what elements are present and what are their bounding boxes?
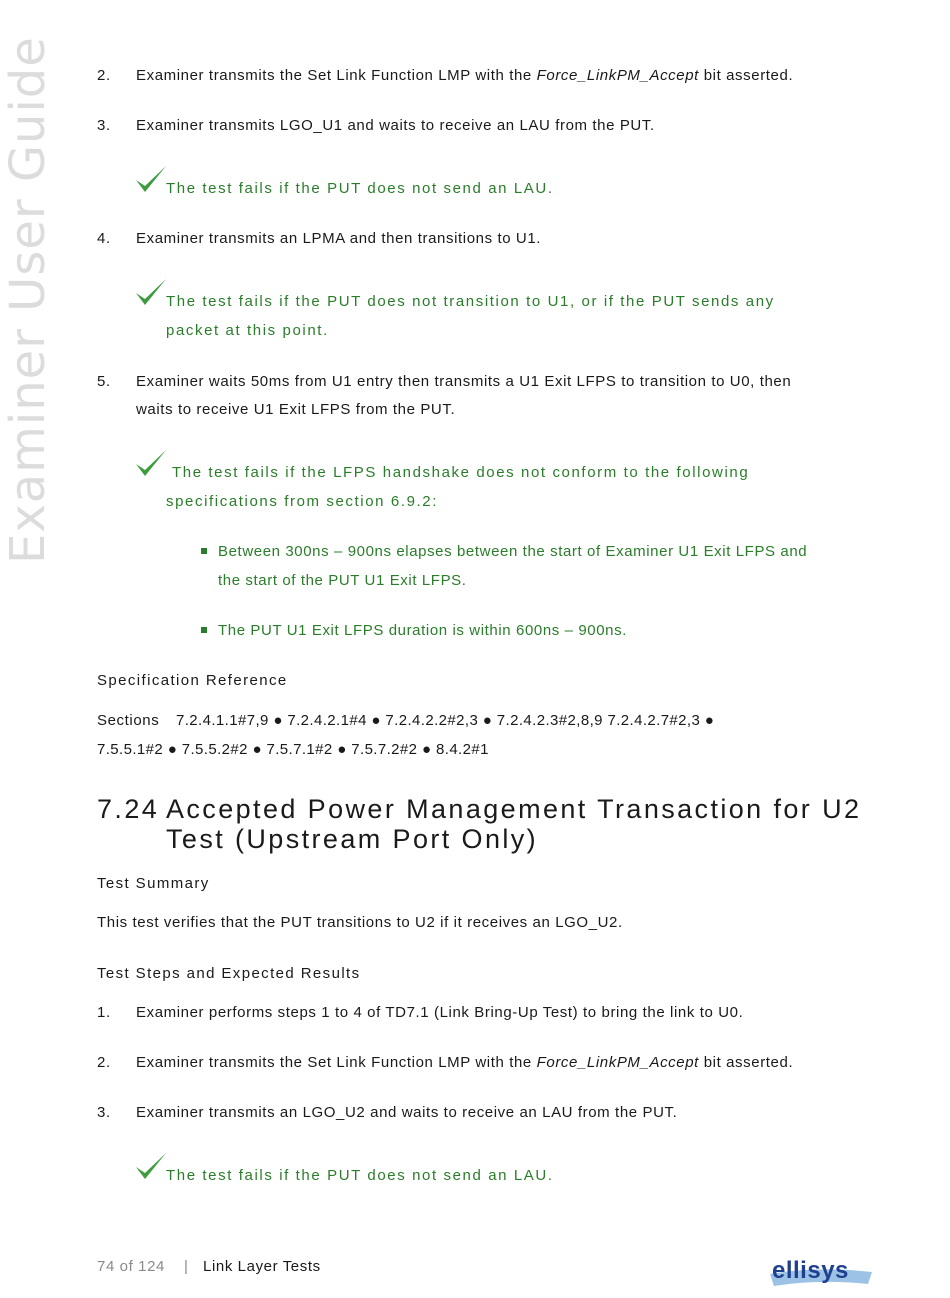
spec-reference-label: Specification Reference [97,672,288,689]
step-text-cont: waits to receive U1 Exit LFPS from the PUT. [136,401,456,418]
test-fail-note: The test fails if the LFPS handshake does not conform to the following [172,464,750,481]
checkmark-icon [134,448,168,480]
step-number: 5. [97,373,111,390]
step-number: 1. [97,1004,111,1021]
step-number: 2. [97,1054,111,1071]
step-text: Examiner transmits LGO_U1 and waits to receive an LAU from the PUT. [136,117,655,134]
step-number: 3. [97,1104,111,1121]
bullet-icon [201,627,207,633]
spec-sections-prefix: Sections [97,712,160,729]
step-number: 4. [97,230,111,247]
test-fail-note: The test fails if the PUT does not transition to U1, or if the PUT sends any [166,293,775,310]
section-title: Accepted Power Management Transaction for U2 [166,794,862,824]
test-fail-note-cont: specifications from section 6.9.2: [166,493,439,510]
step-text: Examiner performs steps 1 to 4 of TD7.1 (Link Bring-Up Test) to bring the link to U0. [136,1004,744,1021]
test-summary-label: Test Summary [97,875,210,892]
section-number: 7.24 [97,794,160,824]
footer-separator: | [184,1258,189,1275]
section-title-cont: Test (Upstream Port Only) [166,824,539,854]
sidebar-title: Examiner User Guide [0,36,56,564]
step-text: Examiner transmits an LPMA and then transitions to U1. [136,230,542,247]
logo-text: ellisys [772,1257,849,1284]
test-steps-label: Test Steps and Expected Results [97,965,361,982]
bullet-icon [201,548,207,554]
step-text: Examiner transmits the Set Link Function LMP with the Force_LinkPM_Accept bit asserted. [136,1054,794,1071]
test-fail-note: The test fails if the PUT does not send an LAU. [166,1167,554,1184]
bullet-text-cont: the start of the PUT U1 Exit LFPS. [218,572,467,589]
checkmark-icon [134,277,168,309]
spec-sections-line: 7.2.4.1.1#7,9 ● 7.2.4.2.1#4 ● 7.2.4.2.2#2,3 ● 7.2.4.2.3#2,8,9 7.2.4.2.7#2,3 ● [176,712,715,729]
step-number: 2. [97,67,111,84]
spec-sections-line: 7.5.5.1#2 ● 7.5.5.2#2 ● 7.5.7.1#2 ● 7.5.7.2#2 ● 8.4.2#1 [97,741,489,758]
test-summary-text: This test verifies that the PUT transitions to U2 if it receives an LGO_U2. [97,914,623,931]
step-text: Examiner transmits the Set Link Function LMP with the Force_LinkPM_Accept bit asserted. [136,67,794,84]
page-number: 74 of 124 [97,1258,165,1275]
ellisys-logo [768,1252,874,1288]
step-text: Examiner waits 50ms from U1 entry then transmits a U1 Exit LFPS to transition to U0, then [136,373,792,390]
test-fail-note-cont: packet at this point. [166,322,329,339]
step-number: 3. [97,117,111,134]
bullet-text: Between 300ns – 900ns elapses between the start of Examiner U1 Exit LFPS and [218,543,808,560]
footer-section: Link Layer Tests [203,1258,321,1275]
checkmark-icon [134,164,168,196]
test-fail-note: The test fails if the PUT does not send an LAU. [166,180,554,197]
checkmark-icon [134,1151,168,1183]
bullet-text: The PUT U1 Exit LFPS duration is within 600ns – 900ns. [218,622,627,639]
step-text: Examiner transmits an LGO_U2 and waits to receive an LAU from the PUT. [136,1104,678,1121]
